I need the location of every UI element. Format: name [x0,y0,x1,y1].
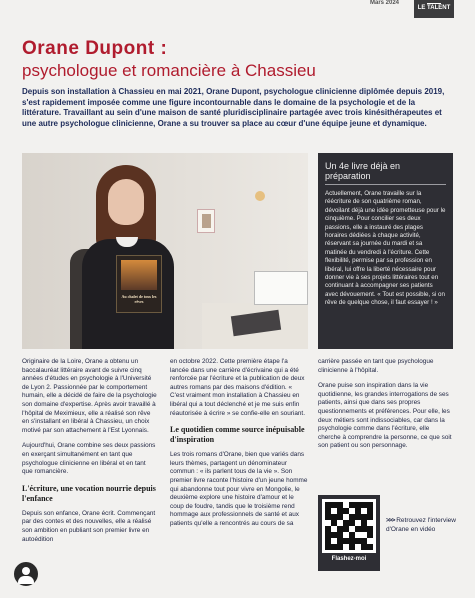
avatar-icon[interactable] [12,560,40,588]
col2-paragraph-1: en octobre 2022. Cette première étape l'a lancée dans une carrière d'écrivaine qui a été renforcée par l'écriture et la publication de deux autres romans par des maisons d'édition. « C'est vraiment mon installation à Chassieu en libéral qui a tout déclenché et je me suis enfin réautorisée à écrire » se confie-elle en souriant. [170,358,305,417]
book-title: Au chalet de tous les rêves [121,294,157,304]
section-tab [414,0,454,18]
sidebar-text: Actuellement, Orane travaille sur la réécriture de son quatrième roman, dévoilant déjà une idée prometteuse pour le cinquième. Pour concilier ses deux passions, elle a instauré des plages horaires dédiées à chaque activité, réservant sa journée du mardi et sa matinée du vendredi à l'écriture. Cette flexibilité, permise par sa profession en libéral, lui offre la liberté nécessaire pour donner vie à ses projets littéraires tout en continuant à accompagner ses patients avec dévouement. « Tout est possible, si on rêve de quelque chose, il faut essayer ! » [325,190,446,307]
article-column-3 [318,358,453,458]
sidebar-title: Un 4e livre déjà en préparation [325,161,446,185]
col2-paragraph-2: Les trois romans d'Orane, bien que variés dans leurs thèmes, partagent un dénominateur commun : « ils parlent tous de la vie ». Son premier livre raconte l'histoire d'un jeune homme qui abandonne tout pour vivre en Mongolie, le deuxième explore une histoire d'amour et le coup de foudre, tandis que le troisième rend hommage aux professionnels de santé et aux patients qu'elle a rencontrés au cours de sa [170,451,308,527]
qr-code-box[interactable] [318,495,380,571]
portrait-face [108,179,144,225]
col1-paragraph-3: Depuis son enfance, Orane écrit. Commençant par des contes et des nouvelles, elle a réalisé son ambition en publiant son premier livre en autoédition [22,509,156,543]
qr-code-label: Flashez-moi [331,556,367,562]
arrow-icon: >>> [386,517,395,524]
article-intro: Depuis son installation à Chassieu en mai 2021, Orane Dupont, psychologue clinicienne diplômée depuis 2019, s'est rapidement imposée comme une figure incontournable dans le domaine de la psychologie et de la littérature. Travaillant au sein d'une maison de santé pluridisciplinaire partagée avec trois kinésithérapeutes et une autre psychologue clinicienne, Orane a su trouver sa place au cœur d'une équipe jeune et dynamique. [22,87,445,128]
article-title: Orane Dupont : [22,38,168,59]
video-link[interactable] [386,517,456,534]
col1-paragraph-1: Originaire de la Loire, Orane a obtenu un baccalauréat littéraire avant de suivre cinq années d'études en psychologie à l'Université de Lyon 2. Passionnée par le comportement humain, elle a décidé de faire de la psychologie son domaine d'expertise. Après avoir travaillé à l'hôpital de Meximieux, elle a réalisé son rêve en s'installant en libéral à Chassieu, un choix motivé par son attachement à l'Est Lyonnais. [22,358,157,434]
article-column-1 [22,358,157,551]
col1-paragraph-2: Aujourd'hui, Orane combine ses deux passions en exerçant simultanément en tant que psychologue clinicienne en libéral et en tant que romancière. [22,442,156,476]
col3-paragraph-2: Orane puise son inspiration dans la vie quotidienne, les grandes interrogations de ses patients, ainsi que dans ses propres questionnements et préférences. Pour elle, les deux métiers sont indissociables, car dans la psychologie comme dans l'écriture, elle cherche à comprendre la personne, ce que soit son patient ou son personnage. [318,382,452,450]
qr-code-icon[interactable] [322,499,376,553]
col3-paragraph-1: carrière passée en tant que psychologue clinicienne à l'hôpital. [318,358,434,374]
col1-heading: L'écriture, une vocation nourrie depuis l'enfance [22,483,156,503]
article-column-2 [170,358,308,536]
desk-papers [254,271,308,305]
held-book [116,255,162,313]
article-subtitle: psychologue et romancière à Chassieu [22,61,316,80]
wall-frame [197,209,215,233]
tab-divider [427,3,441,4]
section-tab-label: LE TALENT [417,5,451,11]
wall-lamp [255,191,265,201]
sidebar-box [318,153,453,349]
portrait-photo [22,153,308,349]
video-link-text: Retrouvez l'interview d'Orane en vidéo [386,517,456,533]
issue-date: Mars 2024 [370,0,400,6]
book-cover-art [121,260,157,290]
col2-heading: Le quotidien comme source inépuisable d'inspiration [170,425,305,445]
